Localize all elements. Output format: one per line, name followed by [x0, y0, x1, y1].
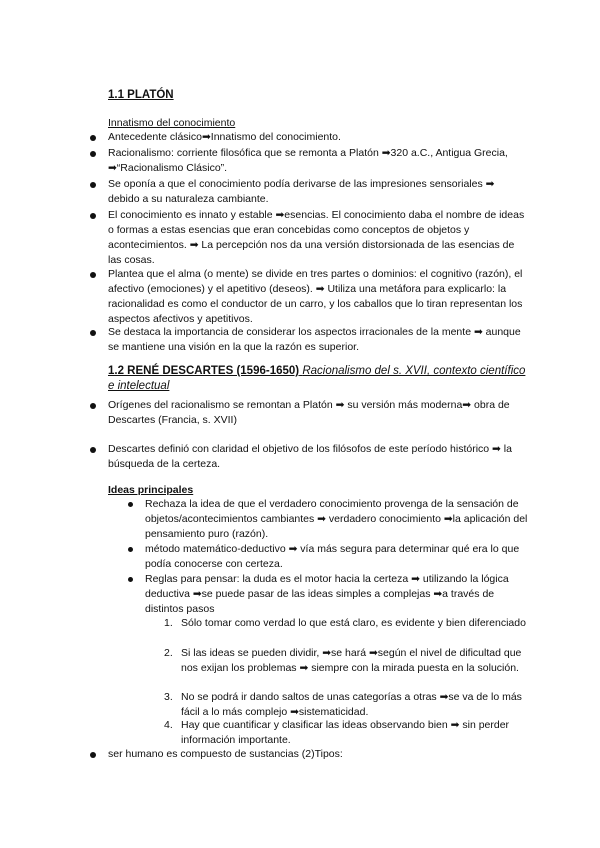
section-title-descartes — [108, 364, 528, 394]
bullet-icon — [90, 213, 96, 219]
bullet-icon — [90, 403, 96, 409]
descartes-subtitle: Racionalismo del s. XVII, contexto científico e intelectual — [108, 365, 526, 392]
step-1: Sólo tomar como verdad lo que está claro, es evidente y bien diferenciado — [181, 617, 526, 629]
bullet-icon — [128, 547, 133, 552]
ideas-principales-title: Ideas principales — [108, 484, 194, 496]
step-number: 3. — [164, 691, 173, 703]
subtitle-innatismo: Innatismo del conocimiento — [108, 117, 236, 129]
platon-bullet-4: El conocimiento es innato y estable ➡esencias. El conocimiento daba el nombre de ideas o formas a estas esencias que eran concebidas como conceptos de objetos y acontecimientos. ➡ La percepción nos da una versión distorsionada de las esencias de las cosas. — [108, 209, 525, 266]
bullet-icon — [90, 135, 96, 141]
bullet-icon — [128, 577, 133, 582]
bullet-icon — [128, 502, 133, 507]
section-title-platon: 1.1 PLATÓN — [108, 89, 174, 101]
descartes-bullet-2: Descartes definió con claridad el objetivo de los filósofos de este período histórico ➡ la búsqueda de la certeza. — [108, 443, 512, 470]
step-number: 1. — [164, 617, 173, 629]
bullet-icon — [90, 752, 96, 758]
step-number: 4. — [164, 719, 173, 731]
descartes-title: 1.2 RENÉ DESCARTES (1596-1650) — [108, 365, 300, 377]
platon-bullet-3: Se oponía a que el conocimiento podía derivarse de las impresiones sensoriales ➡ debido a su naturaleza cambiante. — [108, 178, 495, 205]
platon-bullet-6: Se destaca la importancia de considerar los aspectos irracionales de la mente ➡ aunque se mantiene una visión en la que la razón es superior. — [108, 326, 521, 353]
platon-bullet-2: Racionalismo: corriente filosófica que se remonta a Platón ➡320 a.C., Antigua Grecia, ➡“Racionalismo Clásico”. — [108, 147, 508, 174]
descartes-last-bullet: ser humano es compuesto de sustancias (2)Tipos: — [108, 748, 343, 760]
platon-bullet-5: Plantea que el alma (o mente) se divide en tres partes o dominios: el cognitivo (razón), el afectivo (emociones) y el apetitivo (deseos). ➡ Utiliza una metáfora para explicarlo: la racionalidad es como el conductor de un carro, y los caballos que lo tiran representan los aspectos afectivos y apetitivos. — [108, 268, 523, 325]
step-4: Hay que cuantificar y clasificar las ideas observando bien ➡ sin perder información importante. — [181, 719, 510, 746]
idea-1: Rechaza la idea de que el verdadero conocimiento provenga de la sensación de objetos/acontecimientos cambiantes ➡ verdadero conocimiento ➡la aplicación del pensamiento puro (razón). — [145, 498, 528, 540]
bullet-icon — [90, 272, 96, 278]
bullet-icon — [90, 182, 96, 188]
step-number: 2. — [164, 647, 173, 659]
bullet-icon — [90, 330, 96, 336]
bullet-icon — [90, 151, 96, 157]
bullet-icon — [90, 447, 96, 453]
idea-2: método matemático-deductivo ➡ vía más segura para determinar qué era lo que podía conocerse con certeza. — [145, 543, 520, 570]
platon-bullet-1: Antecedente clásico➡Innatismo del conocimiento. — [108, 131, 341, 143]
step-3: No se podrá ir dando saltos de unas categorías a otras ➡se va de lo más fácil a lo más complejo ➡sistematicidad. — [181, 691, 522, 718]
idea-3: Reglas para pensar: la duda es el motor hacia la certeza ➡ utilizando la lógica deductiva ➡se puede pasar de las ideas simples a complejas ➡a través de distintos pasos — [145, 573, 509, 615]
descartes-bullet-1: Orígenes del racionalismo se remontan a Platón ➡ su versión más moderna➡ obra de Descartes (Francia, s. XVII) — [108, 399, 510, 426]
step-2: Si las ideas se pueden dividir, ➡se hará ➡según el nivel de dificultad que nos exijan los problemas ➡ siempre con la mirada puesta en la solución. — [181, 647, 522, 674]
